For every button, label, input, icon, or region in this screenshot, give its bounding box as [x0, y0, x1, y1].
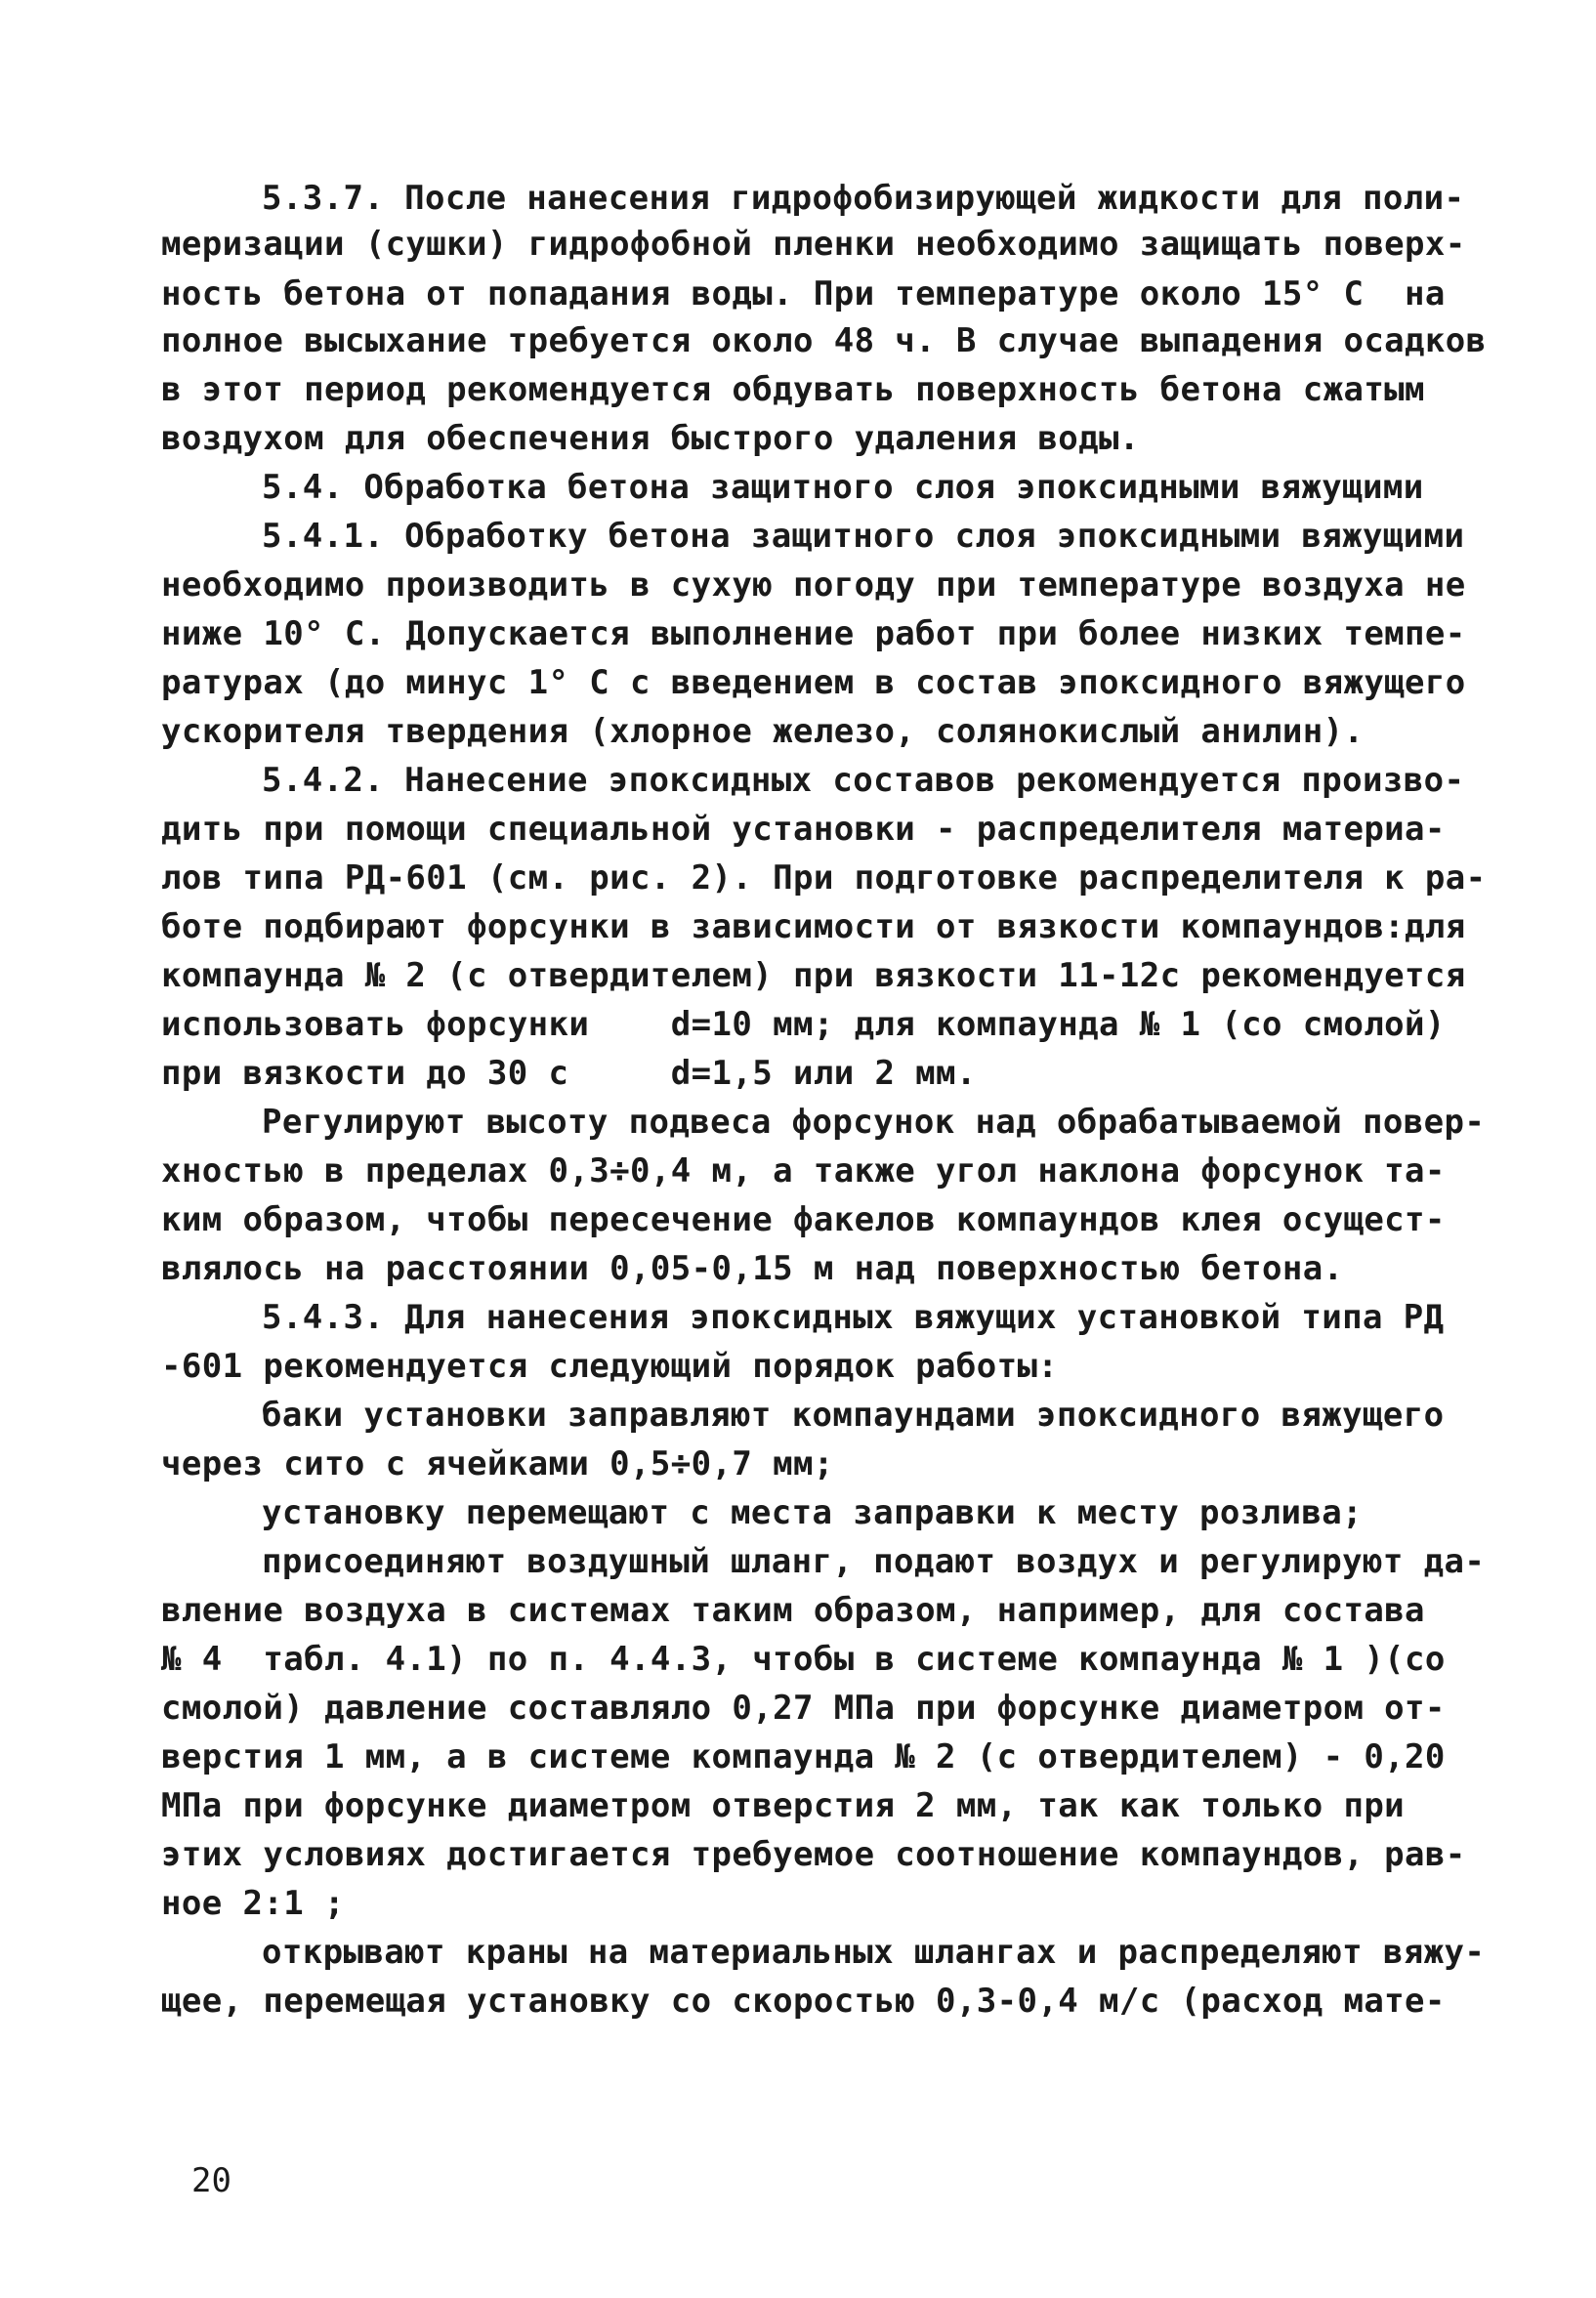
- text-line: присоединяют воздушный шланг, подают воздух и регулируют да-: [262, 1542, 1486, 1581]
- section-heading: 5.4. Обработка бетона защитного слоя эпоксидными вяжущими: [262, 468, 1424, 507]
- text-line: смолой) давление составляло 0,27 МПа при форсунке диаметром от-: [161, 1689, 1446, 1728]
- text-line: установку перемещают с места заправки к месту розлива;: [262, 1493, 1363, 1532]
- text-line: хностью в пределах 0,3÷0,4 м, а также угол наклона форсунок та-: [161, 1151, 1446, 1191]
- text-line: 5.4.3. Для нанесения эпоксидных вяжущих установкой типа РД: [262, 1298, 1445, 1337]
- text-line: Регулируют высоту подвеса форсунок над обрабатываемой повер-: [262, 1103, 1486, 1142]
- text-line: лов типа РД-601 (см. рис. 2). При подготовке распределителя к ра-: [161, 858, 1487, 898]
- text-line: в этот период рекомендуется обдувать поверхность бетона сжатым: [161, 370, 1425, 409]
- text-line: компаунда № 2 (с отвердителем) при вязкости 11-12с рекомендуется: [161, 956, 1466, 995]
- text-line: воздухом для обеспечения быстрого удаления воды.: [161, 419, 1140, 458]
- text-line: влялось на расстоянии 0,05-0,15 м над поверхностью бетона.: [161, 1249, 1344, 1288]
- text-line: 5.4.2. Нанесение эпоксидных составов рекомендуется произво-: [262, 761, 1465, 800]
- text-line: ускорителя твердения (хлорное железо, солянокислый анилин).: [161, 712, 1365, 751]
- text-line: № 4 табл. 4.1) по п. 4.4.3, чтобы в системе компаунда № 1 )(со: [161, 1640, 1446, 1679]
- text-line: ким образом, чтобы пересечение факелов компаундов клея осущест-: [161, 1200, 1446, 1239]
- text-line: при вязкости до 30 с d=1,5 или 2 мм.: [161, 1054, 977, 1093]
- text-line: вление воздуха в системах таким образом, например, для состава: [161, 1591, 1425, 1630]
- text-line: -601 рекомендуется следующий порядок работы:: [161, 1347, 1059, 1386]
- text-line: верстия 1 мм, а в системе компаунда № 2 (с отвердителем) - 0,20: [161, 1737, 1446, 1776]
- text-line: ниже 10° С. Допускается выполнение работ при более низких темпе-: [161, 614, 1466, 653]
- text-line: этих условиях достигается требуемое соотношение компаундов, рав-: [161, 1835, 1466, 1874]
- text-line: полное высыхание требуется около 48 ч. В случае выпадения осадков: [161, 321, 1487, 360]
- text-line: 5.4.1. Обработку бетона защитного слоя эпоксидными вяжущими: [262, 517, 1465, 556]
- text-line: открывают краны на материальных шлангах и распределяют вяжу-: [262, 1933, 1486, 1972]
- text-line: необходимо производить в сухую погоду при температуре воздуха не: [161, 565, 1466, 605]
- text-line: МПа при форсунке диаметром отверстия 2 мм, так как только при: [161, 1786, 1406, 1825]
- text-line: меризации (сушки) гидрофобной пленки необходимо защищать поверх-: [161, 225, 1466, 264]
- text-line: использовать форсунки d=10 мм; для компаунда № 1 (со смолой): [161, 1005, 1446, 1044]
- text-line: ратурах (до минус 1° С с введением в состав эпоксидного вяжущего: [161, 663, 1466, 702]
- text-line: ное 2:1 ;: [161, 1884, 345, 1923]
- text-line: через сито с ячейками 0,5÷0,7 мм;: [161, 1444, 834, 1483]
- text-line: баки установки заправляют компаундами эпоксидного вяжущего: [262, 1396, 1445, 1435]
- text-line: 5.3.7. После нанесения гидрофобизирующей жидкости для поли-: [262, 179, 1465, 218]
- text-line: боте подбирают форсунки в зависимости от вязкости компаундов:для: [161, 907, 1466, 946]
- text-line: дить при помощи специальной установки - распределителя материа-: [161, 810, 1446, 849]
- page-number: 20: [191, 2161, 231, 2200]
- text-line: ность бетона от попадания воды. При температуре около 15° С на: [161, 274, 1446, 313]
- text-line: щее, перемещая установку со скоростью 0,3-0,4 м/с (расход мате-: [161, 1982, 1446, 2021]
